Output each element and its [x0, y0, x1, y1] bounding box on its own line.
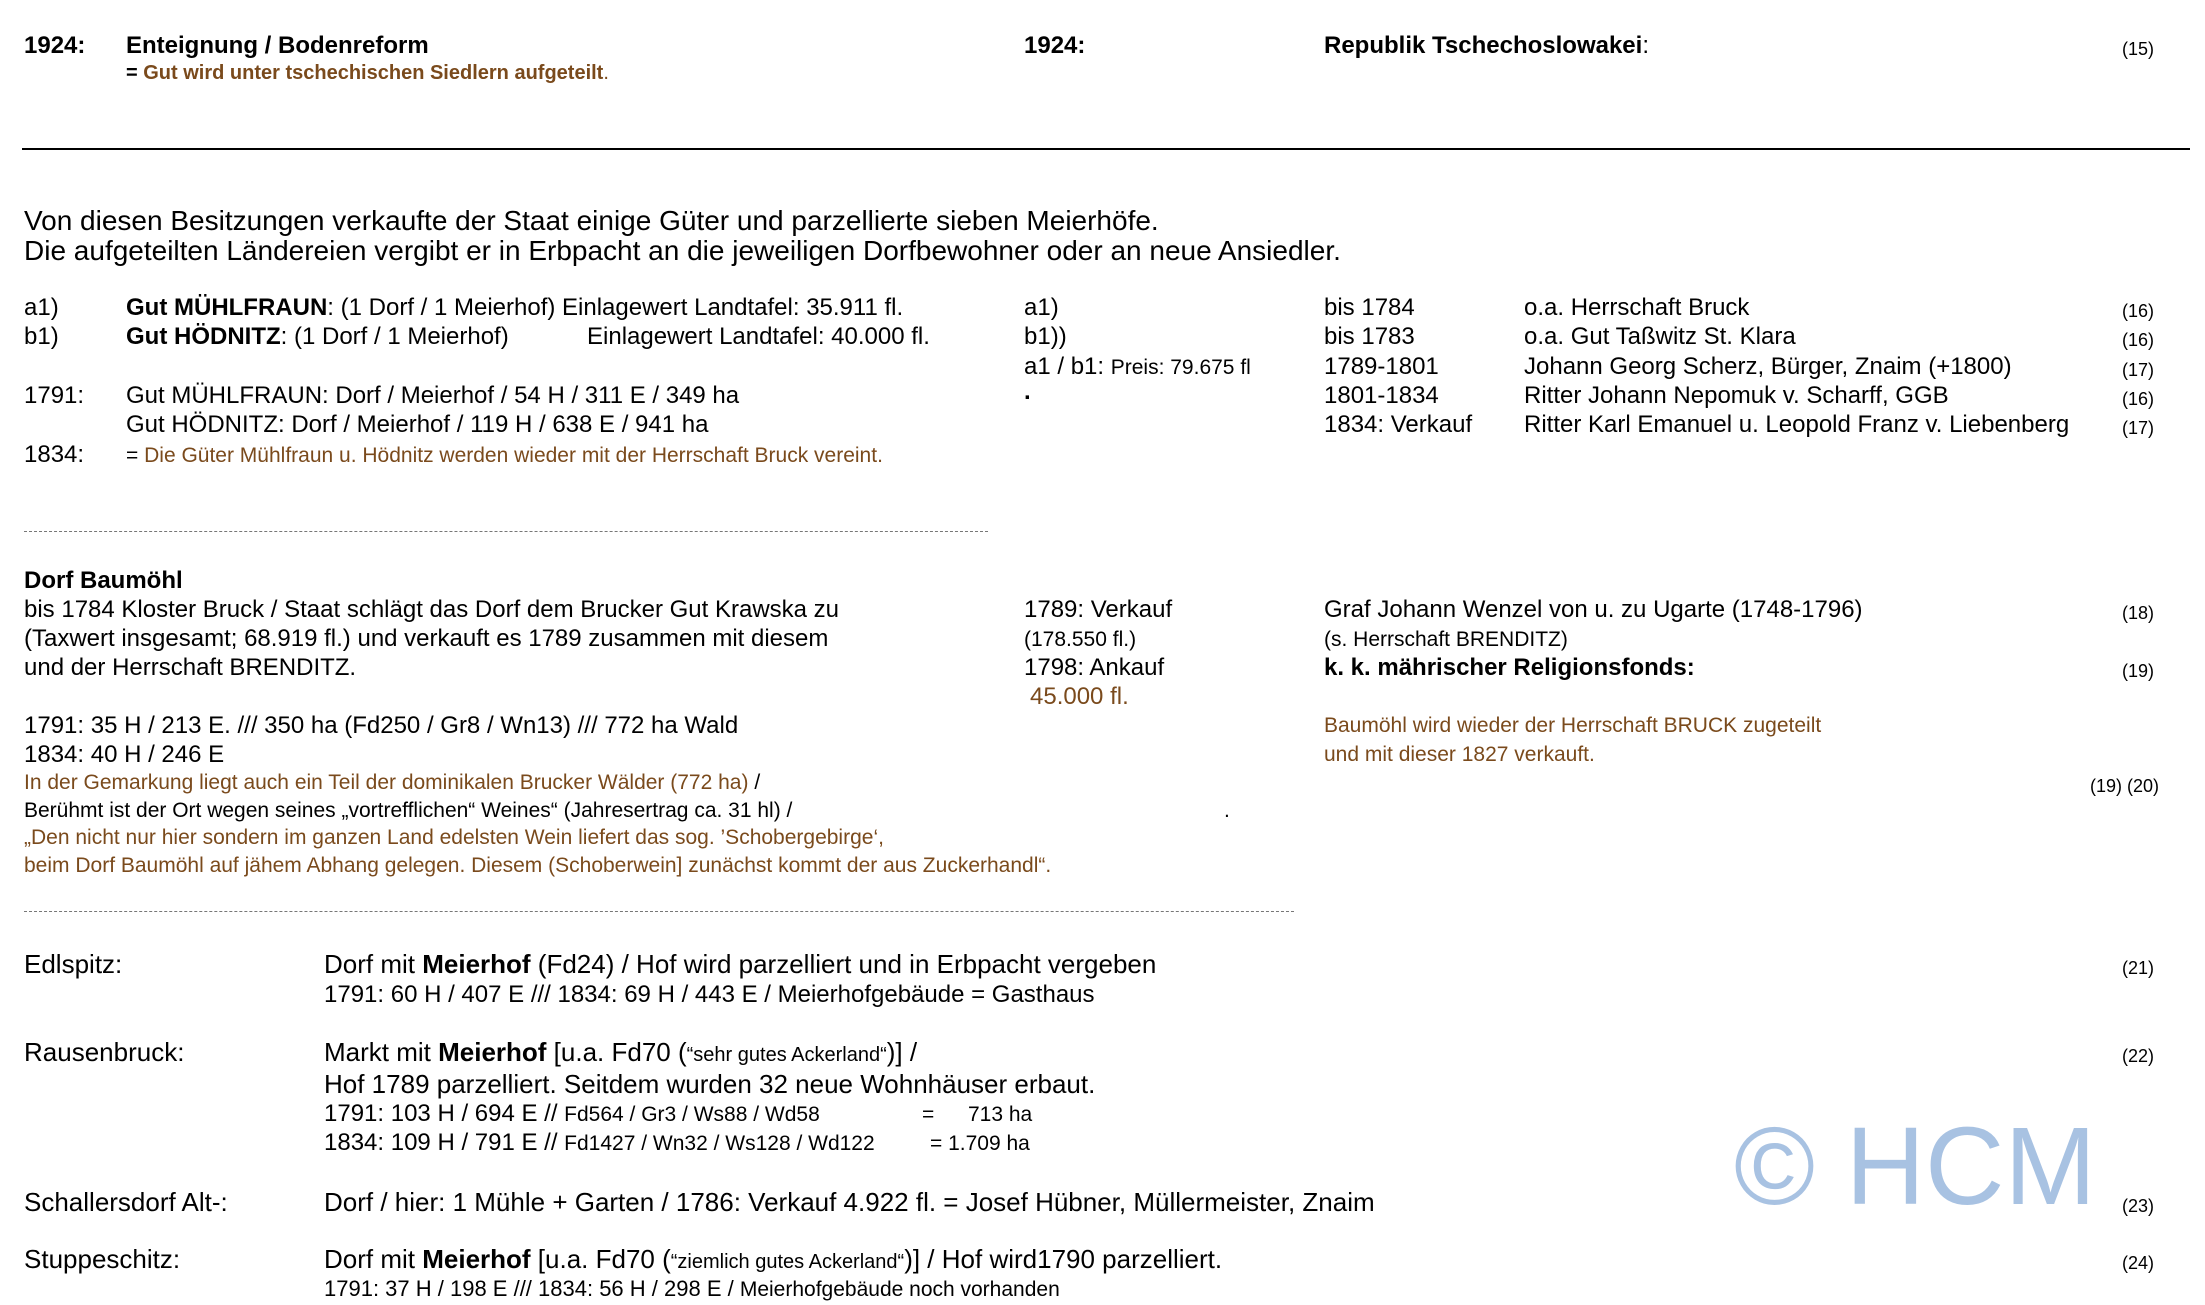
owner-name: Ritter Johann Nepomuk v. Scharff, GGB	[1524, 382, 1949, 409]
village-stats: 1791: 103 H / 694 E // Fd564 / Gr3 / Ws88 / Wd58	[324, 1100, 820, 1127]
mid-b1: b1))	[1024, 323, 1067, 350]
village-stats-total: 713 ha	[968, 1103, 1033, 1126]
village-line: Markt mit Meierhof [u.a. Fd70 (“sehr gutes Ackerland“)] /	[324, 1037, 918, 1067]
baumoehl-purchase-price: 45.000 fl.	[1030, 683, 1129, 710]
ref-23: (23)	[2122, 1196, 2155, 1216]
baumoehl-wine: Berühmt ist der Ort wegen seines „vortrefflichen“ Weines“ (Jahresertrag ca. 31 hl) /	[24, 799, 793, 822]
b1-line: Gut HÖDNITZ: (1 Dorf / 1 Meierhof)	[126, 323, 509, 350]
village-stats: 1834: 109 H / 791 E // Fd1427 / Wn32 / Ws128 / Wd122	[324, 1129, 875, 1156]
baumoehl-sale-price: (178.550 fl.)	[1024, 628, 1137, 651]
b1-value: Einlagewert Landtafel: 40.000 fl.	[587, 323, 930, 350]
village-line: 1791: 60 H / 407 E /// 1834: 69 H / 443 E / Meierhofgebäude = Gasthaus	[324, 981, 1095, 1008]
ref-21: (21)	[2122, 958, 2155, 978]
top-republic: Republik Tschechoslowakei:	[1324, 32, 1649, 59]
baumoehl-sale: 1789: Verkauf	[1024, 596, 1173, 623]
mid-a1: a1)	[1024, 294, 1059, 321]
b1-label: b1)	[24, 323, 59, 350]
owner-period: 1834: Verkauf	[1324, 411, 1473, 438]
baumoehl-owner: Graf Johann Wenzel von u. zu Ugarte (1748-1796)	[1324, 596, 1863, 623]
section-divider	[22, 148, 2190, 150]
village-line: Hof 1789 parzelliert. Seitdem wurden 32 neue Wohnhäuser erbaut.	[324, 1069, 1096, 1099]
a1-line: Gut MÜHLFRAUN: (1 Dorf / 1 Meierhof) Einlagewert Landtafel: 35.911 fl.	[126, 294, 904, 321]
top-subtitle: = Gut wird unter tschechischen Siedlern aufgeteilt.	[126, 62, 609, 84]
owner-name: Ritter Karl Emanuel u. Leopold Franz v. Liebenberg	[1524, 411, 2070, 438]
dashed-divider	[24, 531, 988, 532]
owner-ref: (16)	[2122, 301, 2155, 321]
owner-name: o.a. Herrschaft Bruck	[1524, 294, 1750, 321]
hod-1791: Gut HÖDNITZ: Dorf / Meierhof / 119 H / 638 E / 941 ha	[126, 411, 709, 438]
year-1791: 1791:	[24, 382, 85, 409]
village-name: Schallersdorf Alt-:	[24, 1187, 228, 1217]
mid-price: a1 / b1: Preis: 79.675 fl	[1024, 353, 1251, 380]
intro-line-1: Von diesen Besitzungen verkaufte der Staat einige Güter und parzellierte sieben Meierhöfe.	[24, 205, 1159, 236]
reunite-note: = Die Güter Mühlfraun u. Hödnitz werden wieder mit der Herrschaft Bruck vereint.	[126, 444, 883, 467]
top-year-left: 1924:	[24, 32, 86, 59]
ref-24: (24)	[2122, 1253, 2155, 1273]
village-stats-eq: =	[922, 1103, 935, 1126]
owner-ref: (17)	[2122, 418, 2155, 438]
ref-18: (18)	[2122, 603, 2155, 623]
top-year-mid: 1924:	[1024, 32, 1086, 59]
baumoehl-line: bis 1784 Kloster Bruck / Staat schlägt das Dorf dem Brucker Gut Krawska zu	[24, 596, 840, 623]
village-line: 1791: 37 H / 198 E /// 1834: 56 H / 298 E / Meierhofgebäude noch vorhanden	[324, 1276, 1060, 1301]
owner-name: Johann Georg Scherz, Bürger, Znaim (+1800)	[1524, 353, 2012, 380]
baumoehl-bruck-note: und mit dieser 1827 verkauft.	[1324, 743, 1595, 766]
ref-19: (19)	[2122, 661, 2155, 681]
owner-period: 1789-1801	[1324, 353, 1439, 380]
year-1834: 1834:	[24, 441, 85, 468]
village-name: Rausenbruck:	[24, 1037, 185, 1067]
ref-19-20: (19) (20)	[2090, 776, 2160, 796]
top-title: Enteignung / Bodenreform	[126, 32, 429, 59]
muhl-1791: Gut MÜHLFRAUN: Dorf / Meierhof / 54 H / 311 E / 349 ha	[126, 382, 740, 409]
owner-period: bis 1783	[1324, 323, 1415, 350]
a1-label: a1)	[24, 294, 59, 321]
owner-period: 1801-1834	[1324, 382, 1439, 409]
baumoehl-dot: .	[1224, 799, 1230, 822]
village-line: Dorf mit Meierhof [u.a. Fd70 (“ziemlich gutes Ackerland“)] / Hof wird1790 parzelliert.	[324, 1244, 1223, 1274]
village-line: Dorf mit Meierhof (Fd24) / Hof wird parzelliert und in Erbpacht vergeben	[324, 949, 1157, 979]
baumoehl-heading: Dorf Baumöhl	[24, 567, 183, 594]
ref-15: (15)	[2122, 39, 2155, 59]
ref-22: (22)	[2122, 1046, 2155, 1066]
baumoehl-line: (Taxwert insgesamt; 68.919 fl.) und verkauft es 1789 zusammen mit diesem	[24, 625, 829, 652]
owner-ref: (16)	[2122, 330, 2155, 350]
baumoehl-line: und der Herrschaft BRENDITZ.	[24, 654, 357, 681]
baumoehl-forest: In der Gemarkung liegt auch ein Teil der dominikalen Brucker Wälder (772 ha) /	[24, 771, 761, 794]
baumoehl-line: 1834: 40 H / 246 E	[24, 741, 225, 768]
intro-line-2: Die aufgeteilten Ländereien vergibt er in Erbpacht an die jeweiligen Dorfbewohner oder an neue Ansiedler.	[24, 235, 1341, 266]
watermark-copyright: © HCM	[1734, 1105, 2097, 1228]
baumoehl-purchase: 1798: Ankauf	[1024, 654, 1165, 681]
owner-ref: (17)	[2122, 360, 2155, 380]
village-line: Dorf / hier: 1 Mühle + Garten / 1786: Verkauf 4.922 fl. = Josef Hübner, Müllermeister, Znaim	[324, 1187, 1375, 1217]
baumoehl-line: 1791: 35 H / 213 E. /// 350 ha (Fd250 / Gr8 / Wn13) /// 772 ha Wald	[24, 712, 739, 739]
village-stats-total: = 1.709 ha	[930, 1132, 1030, 1155]
baumoehl-quote: beim Dorf Baumöhl auf jähem Abhang gelegen. Diesem (Schoberwein] zunächst kommt der aus Zuckerhandl“.	[24, 854, 1052, 877]
baumoehl-quote: „Den nicht nur hier sondern im ganzen Land edelsten Wein liefert das sog. ’Schobergebirge‘,	[24, 826, 884, 849]
owner-period: bis 1784	[1324, 294, 1415, 321]
mid-dot: .	[1024, 378, 1031, 405]
owner-name: o.a. Gut Taßwitz St. Klara	[1524, 323, 1796, 350]
baumoehl-bruck-note: Baumöhl wird wieder der Herrschaft BRUCK zugeteilt	[1324, 714, 1822, 737]
dashed-divider	[24, 911, 1294, 912]
baumoehl-fund: k. k. mährischer Religionsfonds:	[1324, 654, 1695, 681]
village-name: Stuppeschitz:	[24, 1244, 181, 1274]
owner-ref: (16)	[2122, 389, 2155, 409]
baumoehl-owner-note: (s. Herrschaft BRENDITZ)	[1324, 628, 1568, 651]
village-name: Edlspitz:	[24, 949, 123, 979]
